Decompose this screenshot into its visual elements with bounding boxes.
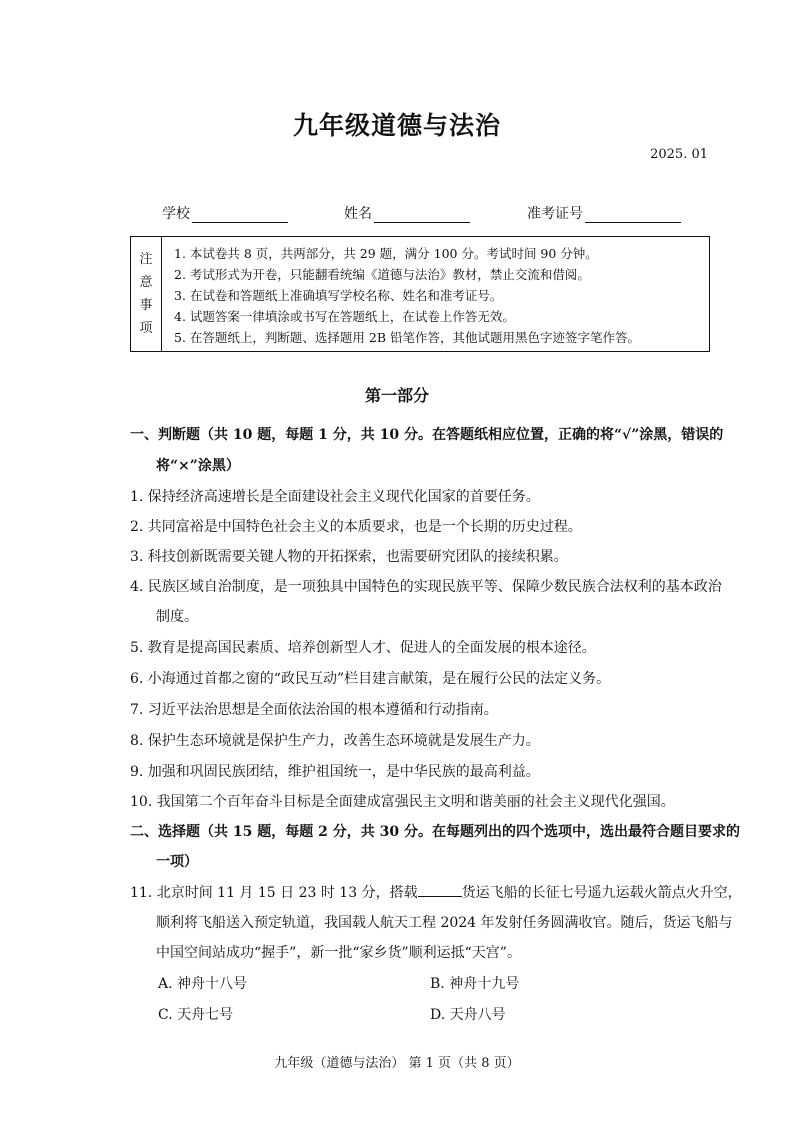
- notice-heading-char: 项: [139, 321, 153, 336]
- judgment-question-cont: 制度。: [156, 609, 198, 625]
- option-a: A. 神舟十八号: [158, 976, 248, 992]
- name-label: 姓名: [344, 206, 372, 222]
- question-text: 11. 北京时间 11 月 15 日 23 时 13 分，搭载: [130, 885, 418, 901]
- question-text-cont: 中国空间站成功“握手”，新一批“家乡货”顺利运抵“天宫”。: [156, 945, 521, 961]
- answer-blank: [418, 884, 462, 897]
- exam-no-field: [527, 203, 681, 223]
- notice-item: 3. 在试卷和答题纸上准确填写学校名称、姓名和准考证号。: [174, 288, 503, 303]
- judgment-question: 4. 民族区域自治制度，是一项独具中国特色的实现民族平等、保障少数民族合法权利的基本政治: [130, 579, 722, 595]
- notice-heading-char: 意: [139, 275, 153, 290]
- judgment-question: 3. 科技创新既需要关键人物的开拓探索，也需要研究团队的接续积累。: [130, 549, 568, 565]
- choice-question-11: [130, 883, 742, 903]
- name-blank: [374, 208, 470, 223]
- notice-item: 4. 试题答案一律填涂或书写在答题纸上，在试卷上作答无效。: [174, 309, 515, 324]
- exam-no-label: 准考证号: [527, 206, 583, 222]
- exam-no-blank: [585, 208, 681, 223]
- option-c: C. 天舟七号: [158, 1007, 234, 1023]
- school-blank: [192, 208, 288, 223]
- question-text-cont: 顺利将飞船送入预定轨道，我国载人航天工程 2024 年发射任务圆满收官。随后，货运飞船与: [156, 915, 733, 931]
- judgment-question: 1. 保持经济高速增长是全面建设社会主义现代化国家的首要任务。: [130, 489, 540, 505]
- page-title: 九年级道德与法治: [292, 111, 501, 140]
- question-text: 货运飞船的长征七号遥九运载火箭点火升空，: [461, 885, 742, 901]
- judgment-question: 8. 保护生态环境就是保护生产力，改善生态环境就是发展生产力。: [130, 733, 540, 749]
- notice-item: 5. 在答题纸上，判断题、选择题用 2B 铅笔作答，其他试题用黑色字迹签字笔作答。: [174, 330, 640, 345]
- judgment-question: 5. 教育是提高国民素质、培养创新型人才、促进人的全面发展的根本途径。: [130, 640, 596, 656]
- part-title: 第一部分: [364, 386, 429, 405]
- notice-item: 2. 考试形式为开卷，只能翻看统编《道德与法治》教材，禁止交流和借阅。: [174, 267, 590, 282]
- page-footer: 九年级（道德与法治） 第 1 页（共 8 页）: [274, 1056, 520, 1071]
- school-field: [162, 203, 288, 223]
- judgment-question: 7. 习近平法治思想是全面依法治国的根本遵循和行动指南。: [130, 702, 498, 718]
- section-heading-choice: 二、选择题（共 15 题，每题 2 分，共 30 分。在每题列出的四个选项中，选出最符合题目要求的: [130, 824, 740, 840]
- judgment-question: 6. 小海通过首都之窗的“政民互动”栏目建言献策，是在履行公民的法定义务。: [130, 671, 611, 687]
- option-b: B. 神舟十九号: [430, 976, 520, 992]
- school-label: 学校: [162, 206, 190, 222]
- notice-list: [162, 237, 640, 351]
- notice-heading-char: 事: [139, 298, 153, 313]
- notice-box: [130, 236, 710, 352]
- option-d: D. 天舟八号: [430, 1007, 506, 1023]
- judgment-question: 2. 共同富裕是中国特色社会主义的本质要求，也是一个长期的历史过程。: [130, 519, 582, 535]
- judgment-question: 9. 加强和巩固民族团结，维护祖国统一，是中华民族的最高利益。: [130, 764, 540, 780]
- section-heading-judgment: 一、判断题（共 10 题，每题 1 分，共 10 分。在答题纸相应位置，正确的将“√”涂黑，错误的: [130, 427, 724, 443]
- name-field: [344, 203, 470, 223]
- notice-heading-char: 注: [139, 252, 153, 267]
- judgment-question: 10. 我国第二个百年奋斗目标是全面建成富强民主文明和谐美丽的社会主义现代化强国。: [130, 794, 675, 810]
- section-heading-choice-cont: 一项）: [156, 854, 198, 870]
- exam-date: 2025. 01: [650, 147, 708, 162]
- notice-item: 1. 本试卷共 8 页，共两部分，共 29 题，满分 100 分。考试时间 90 分钟。: [174, 246, 598, 261]
- section-heading-judgment-cont: 将“×”涂黑）: [156, 458, 240, 474]
- notice-heading: [131, 237, 162, 351]
